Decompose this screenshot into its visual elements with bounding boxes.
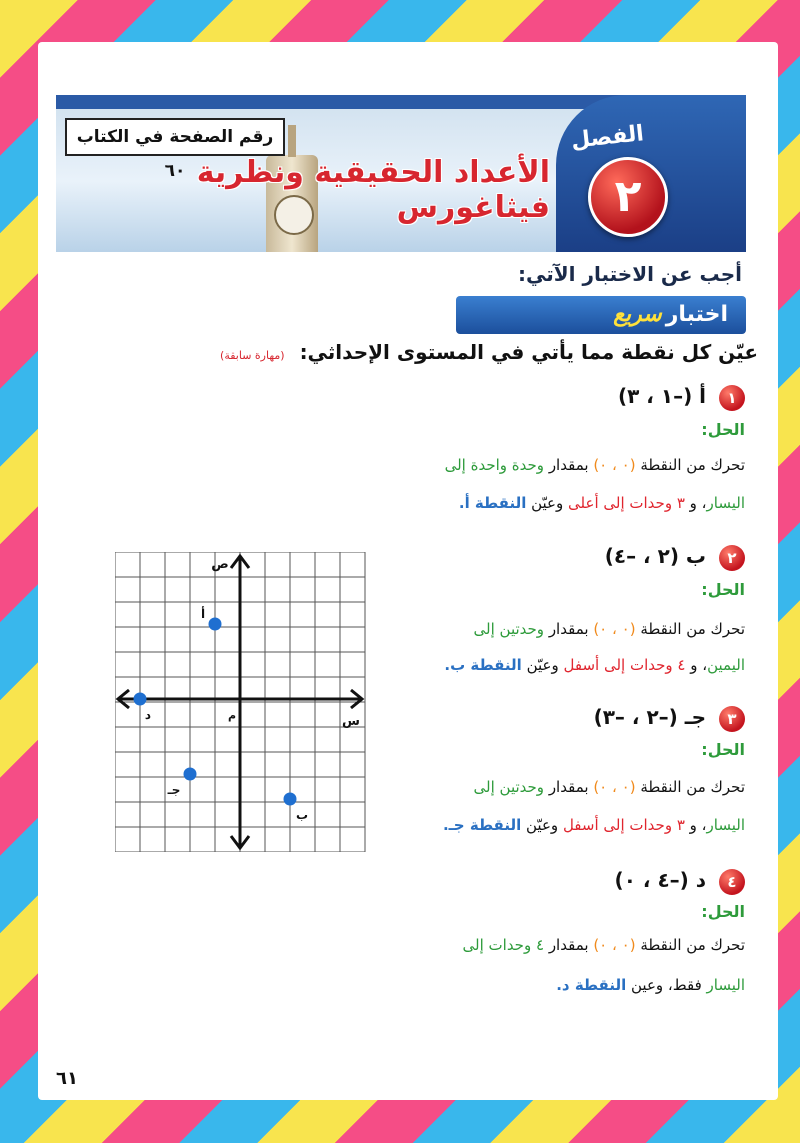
problem-number-badge: ١ [719, 385, 745, 411]
chapter-badge-panel [556, 95, 746, 252]
solution-line-2: اليسار، و ٣ وحدات إلى أسفل وعيّن النقطة جـ. [442, 816, 745, 834]
main-question-text: عيّن كل نقطة مما يأتي في المستوى الإحداثي: [299, 340, 758, 364]
solution-label: الحل: [701, 580, 745, 599]
problem-number-badge: ٣ [719, 706, 745, 732]
chapter-word: الفصل [569, 121, 646, 154]
book-page-reference: رقم الصفحة في الكتاب ٦٠ [65, 118, 285, 156]
solution-line-2: اليسار، و ٣ وحدات إلى أعلى وعيّن النقطة أ. [458, 494, 745, 512]
coordinate-plane [115, 552, 367, 856]
solution-line-2: اليسار فقط، وعين النقطة د. [556, 976, 745, 994]
problem-1 [618, 384, 745, 411]
solution-label: الحل: [701, 740, 745, 759]
x-axis-label: س [342, 714, 360, 729]
solution-line-1: تحرك من النقطة (٠ ، ٠) بمقدار وحدتين إلى [473, 778, 745, 796]
problem-label: د (–٤ ، ٠) [614, 868, 707, 892]
solution-label: الحل: [701, 902, 745, 921]
point-label: د [144, 708, 152, 722]
point-marker [284, 793, 297, 806]
chapter-title: الأعداد الحقيقية ونظرية فيثاغورس [196, 155, 550, 225]
quiz-label-fast: سريع [613, 302, 662, 327]
point-label: أ [200, 607, 206, 621]
solution-line-1: تحرك من النقطة (٠ ، ٠) بمقدار وحدة واحدة إلى [444, 456, 745, 474]
point-marker [134, 693, 147, 706]
problem-3 [594, 705, 745, 732]
point-marker [209, 618, 222, 631]
problem-number-badge: ٢ [719, 545, 745, 571]
solution-label: الحل: [701, 420, 745, 439]
problem-4 [615, 868, 745, 895]
main-question [220, 340, 758, 364]
chapter-number: ٢ [588, 157, 668, 237]
point-marker [184, 768, 197, 781]
solution-line-1: تحرك من النقطة (٠ ، ٠) بمقدار ٤ وحدات إلى [462, 936, 745, 954]
solution-line-2: اليمين، و ٤ وحدات إلى أسفل وعيّن النقطة ب. [444, 656, 745, 674]
point-label: جـ [167, 783, 181, 797]
y-axis-label: ص [211, 557, 229, 572]
page-number: ٦١ [56, 1068, 78, 1089]
problem-2 [605, 544, 745, 571]
origin-label: م [227, 709, 237, 722]
coordinate-grid [115, 552, 367, 852]
quiz-label: اختبار [665, 302, 728, 327]
problem-label: أ (–١ ، ٣) [617, 384, 707, 408]
point-label: ب [295, 808, 309, 822]
instruction-heading: أجب عن الاختبار الآتي: [518, 262, 742, 286]
solution-line-1: تحرك من النقطة (٠ ، ٠) بمقدار وحدتين إلى [473, 620, 745, 638]
problem-number-badge: ٤ [719, 869, 745, 895]
quick-quiz-bar [456, 296, 746, 334]
problem-label: ب (٢ ، –٤) [604, 544, 707, 568]
problem-label: جـ (–٢ ، –٣) [593, 705, 707, 729]
skill-tag: (مهارة سابقة) [220, 349, 285, 362]
